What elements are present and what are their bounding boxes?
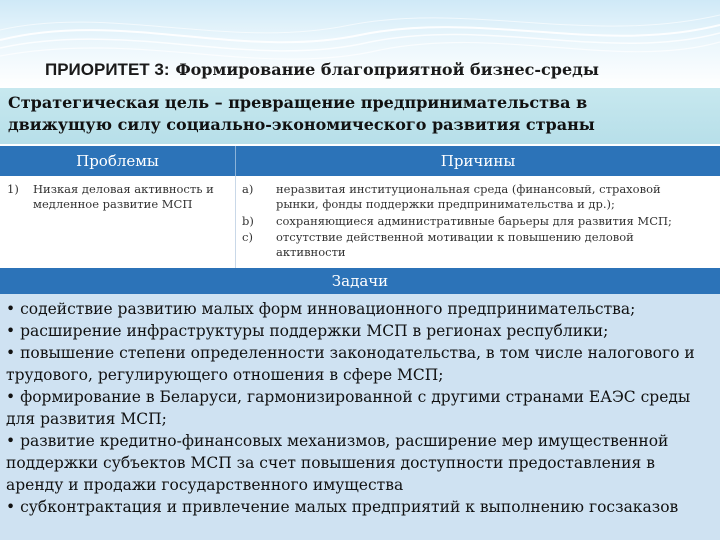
list-item: • развитие кредитно-финансовых механизмов, расширение мер имущественной поддержки субъектов МСП за счет повышения доступности предоставления в аренду и продажи государственного имущества	[6, 432, 669, 494]
goal-line-2: движущую силу социально-экономического развития страны	[8, 115, 595, 134]
table-header-row	[0, 146, 720, 176]
reason-text: сохраняющиеся административные барьеры для развития МСП;	[276, 214, 672, 228]
list-item: • формирование в Беларуси, гармонизированной с другими странами ЕАЭС среды для развития МСП;	[6, 388, 691, 428]
tasks-header: Задачи	[0, 268, 720, 294]
list-item: • субконтрактация и привлечение малых предприятий к выполнению госзаказов	[6, 498, 679, 516]
list-item: • повышение степени определенности законодательства, в том числе налогового и трудового, регулирующего отношения в сфере МСП;	[6, 344, 695, 384]
title-text: Формирование благоприятной бизнес-среды	[175, 60, 599, 79]
page-title	[45, 60, 715, 86]
problem-text: Низкая деловая активность и медленное развитие МСП	[33, 182, 214, 211]
reason-item	[242, 230, 676, 260]
reason-item	[242, 214, 676, 229]
reason-label: a)	[242, 182, 254, 196]
reasons-cell	[236, 176, 720, 268]
title-prefix: ПРИОРИТЕТ 3:	[45, 60, 170, 79]
problems-reasons-table	[0, 146, 720, 268]
list-item: • содействие развитию малых форм инновационного предпринимательства;	[6, 300, 636, 318]
reason-text: отсутствие действенной мотивации к повышению деловой активности	[276, 230, 634, 259]
reasons-header: Причины	[440, 152, 516, 170]
strategic-goal	[0, 88, 720, 144]
goal-line-1: Стратегическая цель – превращение предпринимательства в	[8, 93, 588, 112]
reason-text: неразвитая институциональная среда (финансовый, страховой рынки, фонды поддержки предпринимательства и др.);	[276, 182, 661, 211]
reason-label: c)	[242, 230, 253, 244]
header-band	[0, 0, 720, 88]
problems-header: Проблемы	[0, 146, 236, 176]
list-item: • расширение инфраструктуры поддержки МСП в регионах республики;	[6, 322, 609, 340]
problem-cell	[0, 176, 236, 268]
reason-label: b)	[242, 214, 254, 228]
table-row	[0, 176, 720, 268]
tasks-list	[0, 294, 720, 540]
reason-item	[242, 182, 676, 212]
problem-number: 1)	[7, 182, 19, 196]
